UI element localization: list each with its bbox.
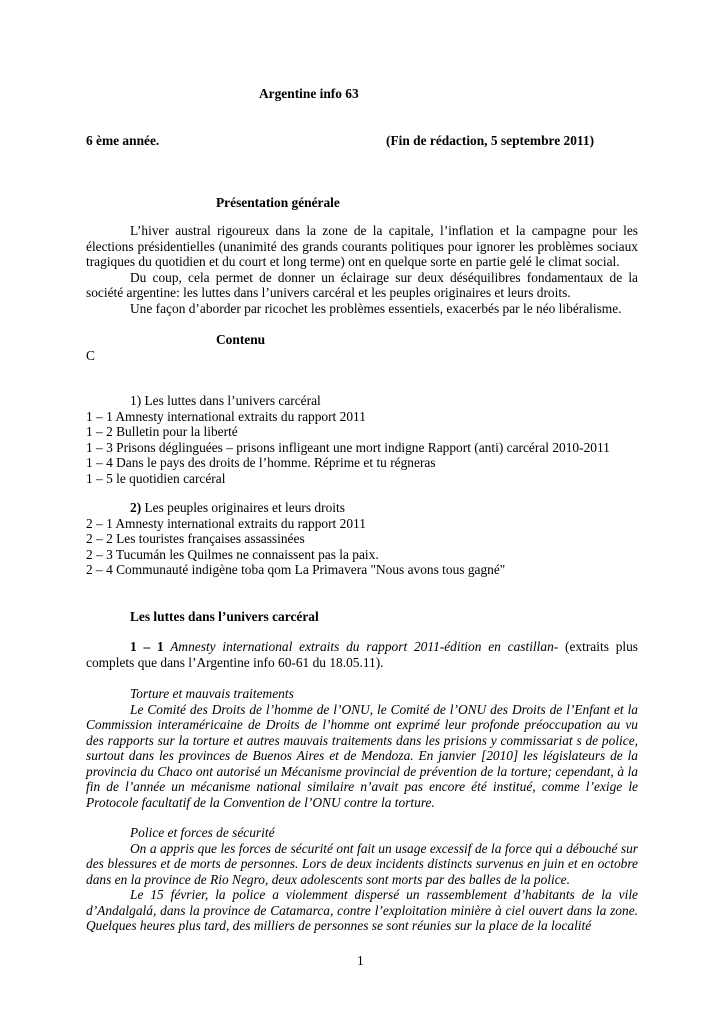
contents-section-title	[86, 500, 646, 516]
page-number: 1	[357, 953, 364, 968]
section-title-text: Les peuples originaires et leurs droits	[141, 500, 345, 515]
contents-item: 1 – 4 Dans le pays des droits de l’homme. Réprime et tu régneras	[86, 455, 436, 470]
contents-heading: Contenu	[216, 332, 266, 347]
contents-item: 2 – 1 Amnesty international extraits du rapport 2011	[86, 515, 366, 531]
contents-section-title: 1) Les luttes dans l’univers carcéral	[130, 393, 321, 408]
body-section-heading: Les luttes dans l’univers carcéral	[130, 609, 319, 624]
document-title: Argentine info 63	[259, 86, 359, 101]
contents-section-1	[86, 393, 646, 486]
edition-year: 6 ème année.	[86, 133, 160, 148]
torture-section	[86, 686, 638, 810]
presentation-paragraph: L’hiver austral rigoureux dans la zone de la capitale, l’inflation et la campagne pour les élections présidentielles (unanimité des grands courants politiques pour ignorer les problèmes sociaux tragiques du quotidien et du court et long terme) ont en quelque sorte en partie gelé le climat social.	[86, 223, 638, 269]
item-number: 1 – 1	[130, 639, 164, 654]
presentation-paragraph: Du coup, cela permet de donner un éclairage sur deux déséquilibres fondamentaux de la société argentine: les luttes dans l’univers carcéral et les peuples originaires et leurs droits.	[86, 269, 638, 300]
item-note: (extraits plus complets que dans l’Argentine info 60-61 du 18.05.11).	[86, 639, 639, 670]
contents-item: 2 – 3 Tucumán les Quilmes ne connaissent pas la paix.	[86, 546, 379, 562]
contents-item: 1 – 3 Prisons déglinguées – prisons infligeant une mort indigne Rapport (anti) carcéral 2010-2011	[86, 439, 610, 455]
body-paragraph	[86, 639, 638, 670]
section-number: 2)	[130, 500, 142, 515]
subsection-heading: Torture et mauvais traitements	[130, 686, 294, 701]
subsection-text: Le Comité des Droits de l’homme de l’ONU, le Comité de l’ONU des Droits de l’Enfant et la Commission interaméricaine de Droits de l’homme ont exprimé leur profonde préoccupation au vu des rapports sur la torture et autres mauvais traitements dans les prisions y commissariat s de police, surtout dans les provinces de Buenos Aires et de Mendoza. En janvier [2010] les législateurs de la provincia du Chaco ont autorisé un Mécanisme provincial de prévention de la torture; cependant, à la fin de l’année un mécanisme national similaire n’avait pas encore été institué, comme l’exige le Protocole facultatif de la Convention de l’ONU contre la torture.	[86, 701, 638, 810]
subsection-text: On a appris que les forces de sécurité ont fait un usage excessif de la force qui a débouché sur des blessures et de morts de personnes. Lors de deux incidents distincts survenus en juin et en octobre dans en la province de Rio Negro, deux adolescents sont morts par des balles de la police.	[86, 840, 638, 887]
contents-stray-letter: C	[86, 348, 95, 363]
subsection-heading: Police et forces de sécurité	[130, 825, 275, 840]
presentation-heading: Présentation générale	[216, 195, 340, 210]
presentation-paragraph: Une façon d’aborder par ricochet les problèmes essentiels, exacerbés par le néo libéralisme.	[130, 300, 622, 316]
contents-item: 1 – 2 Bulletin pour la liberté	[86, 424, 238, 439]
body-item-intro	[86, 639, 638, 670]
contents-item: 1 – 5 le quotidien carcéral	[86, 470, 226, 486]
contents-section-2	[86, 500, 646, 578]
item-title: Amnesty international extraits du rapport 2011-édition en castillan-	[163, 639, 559, 654]
contents-item: 2 – 2 Les touristes françaises assassinées	[86, 531, 305, 546]
subsection-text: Le 15 février, la police a violemment dispersé un rassemblement d’habitants de la vile d’Andalgalá, dans la province de Catamarca, contre l’exploitation minière à ciel ouvert dans la zone. Quelques heures plus tard, des milliers de personnes se sont réunies sur la place de la localité	[86, 887, 638, 933]
presentation-text	[86, 223, 638, 316]
police-section	[86, 825, 638, 934]
contents-item: 2 – 4 Communauté indigène toba qom La Primavera "Nous avons tous gagné"	[86, 562, 506, 577]
contents-item: 1 – 1 Amnesty international extraits du rapport 2011	[86, 408, 366, 424]
edition-date: (Fin de rédaction, 5 septembre 2011)	[386, 133, 595, 148]
